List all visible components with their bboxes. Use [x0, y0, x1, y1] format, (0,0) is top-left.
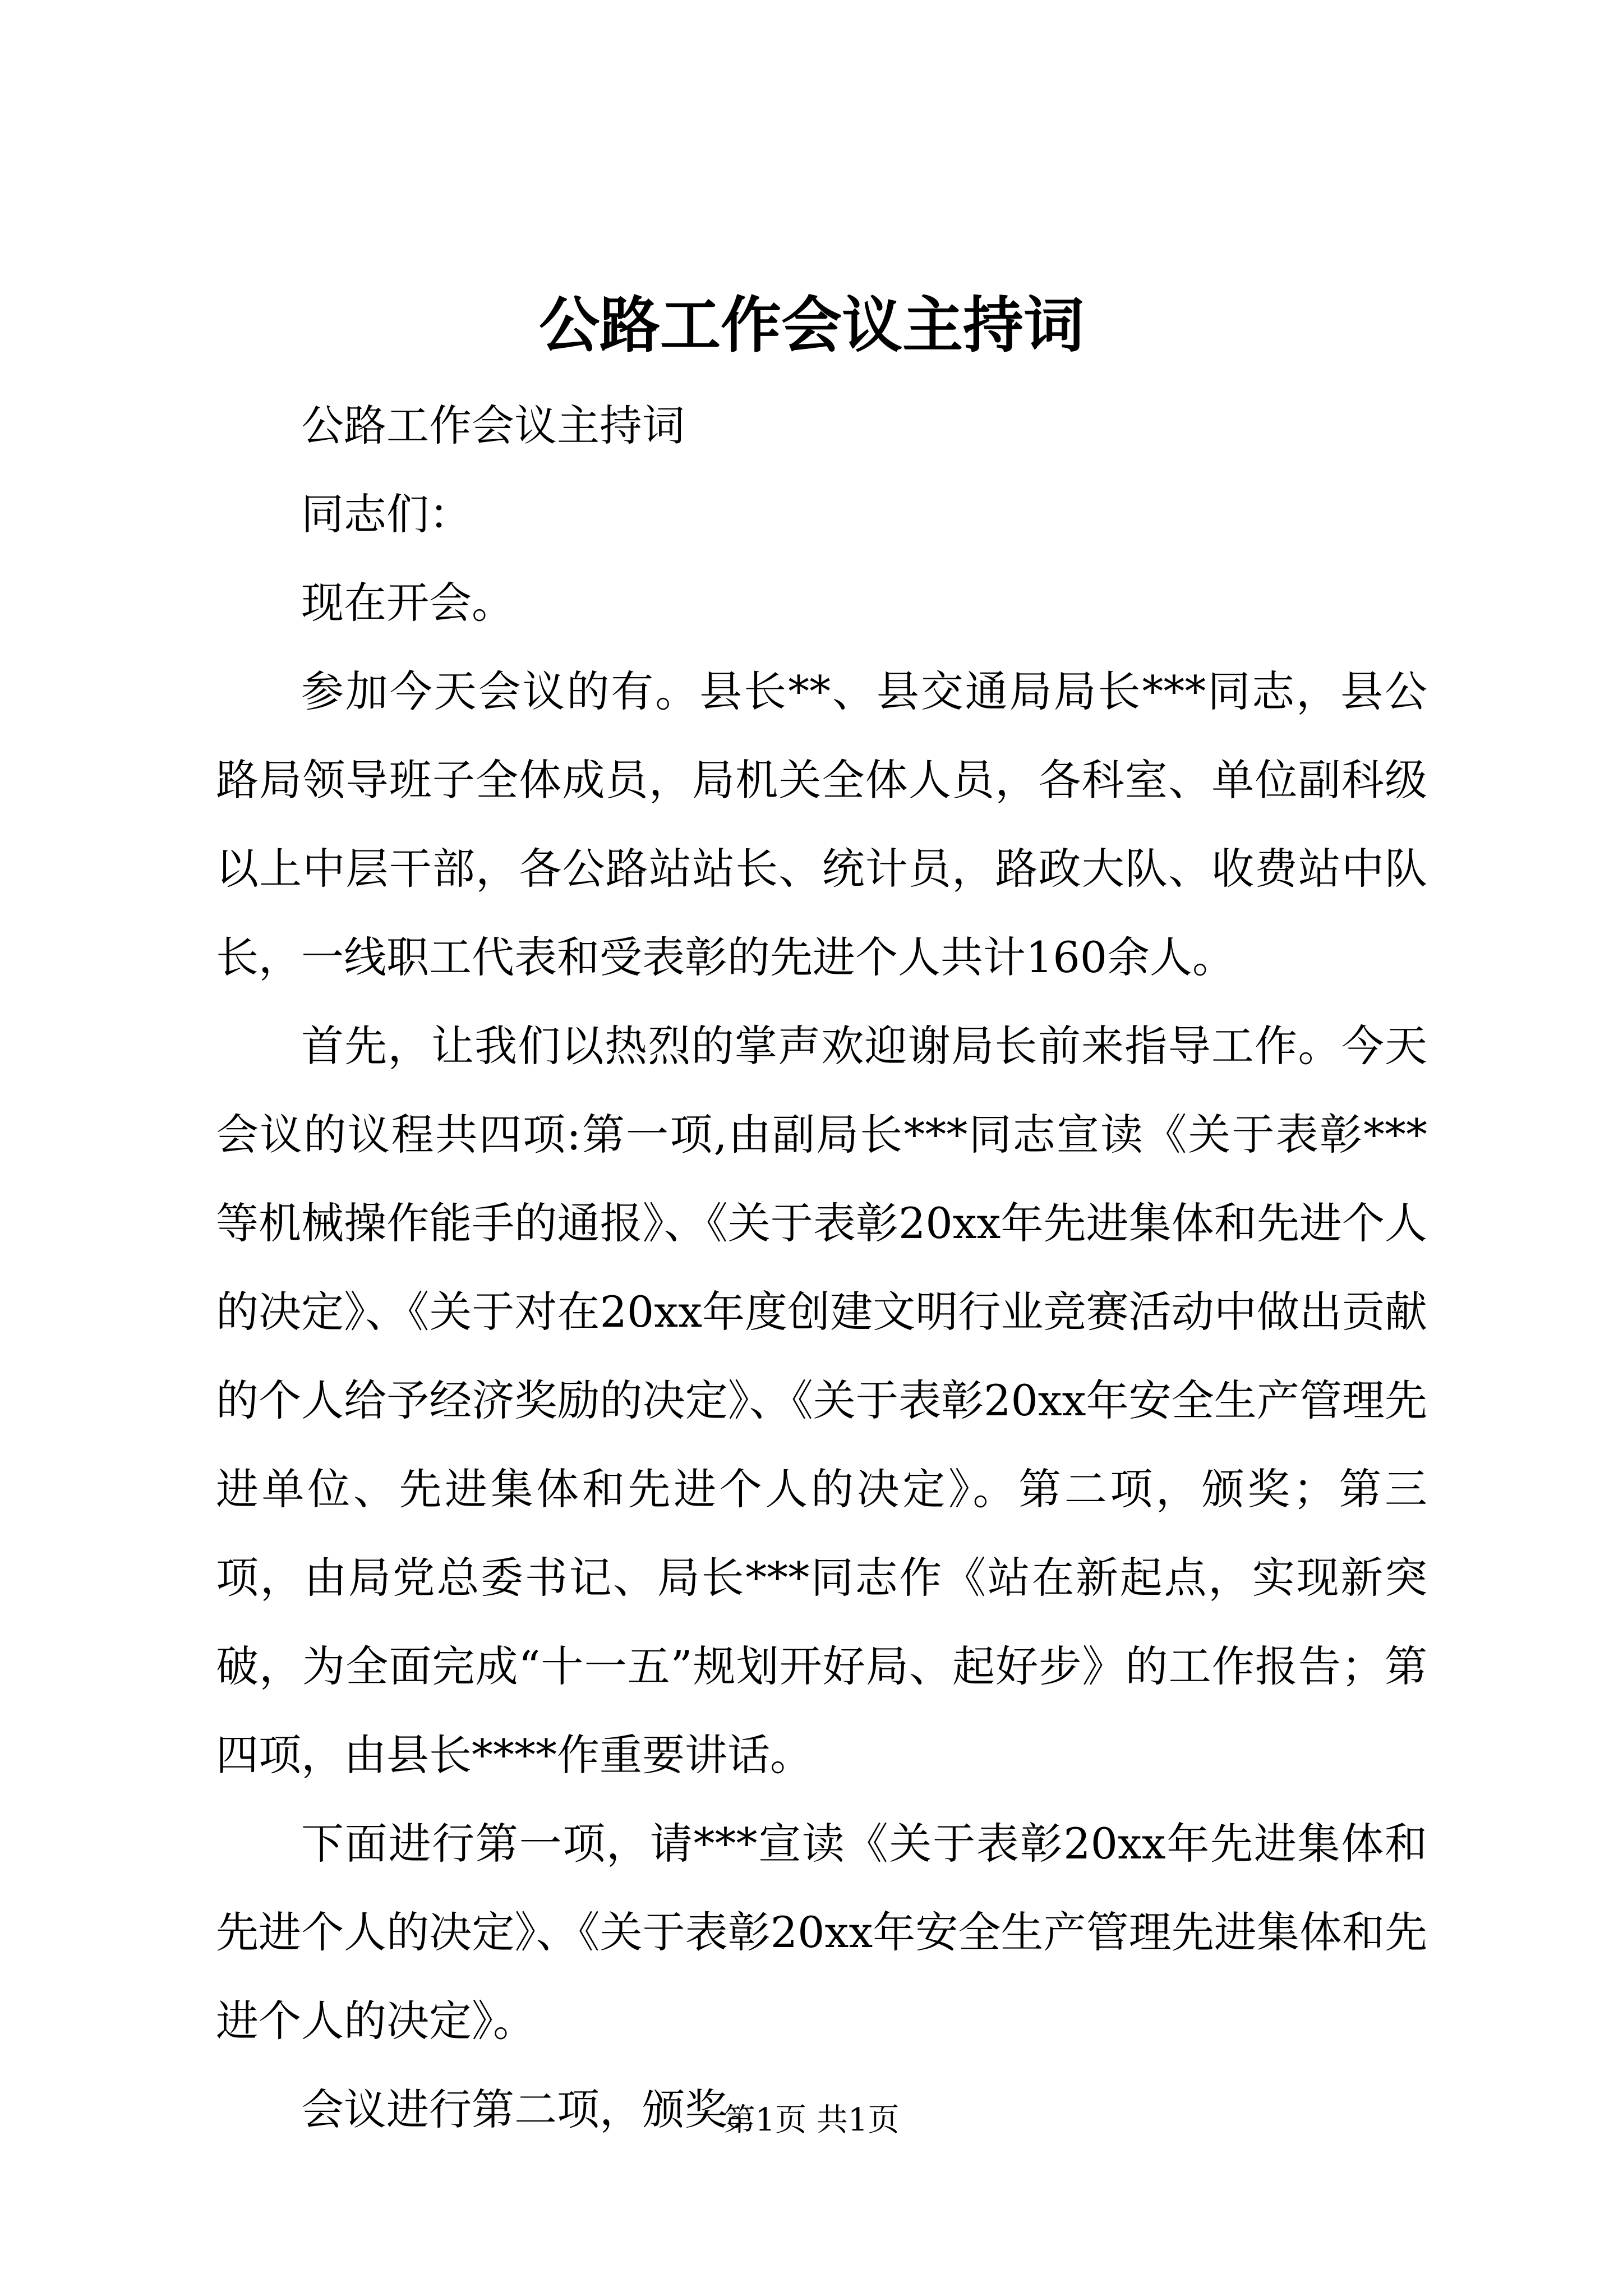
- paragraph-subtitle: 公路工作会议主持词: [301, 401, 685, 450]
- document-title: 公路工作会议主持词: [538, 290, 1084, 361]
- paragraph-attendees: 参加今天会议的有。县长**、县交通局局长***同志，县公路局领导班子全体成员，局机关全体人员，各科室、单位副科级以上中层干部，各公路站站长、统计员，路政大队、收费站中队长，一线职工代表和受表彰的先进个人共计160余人。: [216, 666, 1427, 982]
- document-body: [216, 381, 1427, 2154]
- paragraph-greeting: 同志们：: [301, 489, 472, 539]
- page-footer: 第1页 共1页: [723, 2102, 900, 2138]
- paragraph-agenda: 首先，让我们以热烈的掌声欢迎谢局长前来指导工作。今天会议的议程共四项:第一项,由副局长***同志宣读《关于表彰***等机械操作能手的通报》、《关于表彰20xx年先进集体和先进个人的决定》、《关于对在20xx年度创建文明行业竞赛活动中做出贡献的个人给予经济奖励的决定》、《关于表彰20xx年安全生产管理先进单位、先进集体和先进个人的决定》。第二项，颁奖；第三项，由局党总委书记、局长***同志作《站在新起点，实现新突破，为全面完成“十一五”规划开好局、起好步》的工作报告；第四项，由县长****作重要讲话。: [216, 1021, 1427, 1780]
- paragraph-item-two: 会议进行第二项，颁奖。: [301, 2085, 770, 2134]
- paragraph-opening: 现在开会。: [301, 578, 514, 628]
- paragraph-item-one: 下面进行第一项，请***宣读《关于表彰20xx年先进集体和先进个人的决定》、《关于表彰20xx年安全生产管理先进集体和先进个人的决定》。: [216, 1819, 1427, 2046]
